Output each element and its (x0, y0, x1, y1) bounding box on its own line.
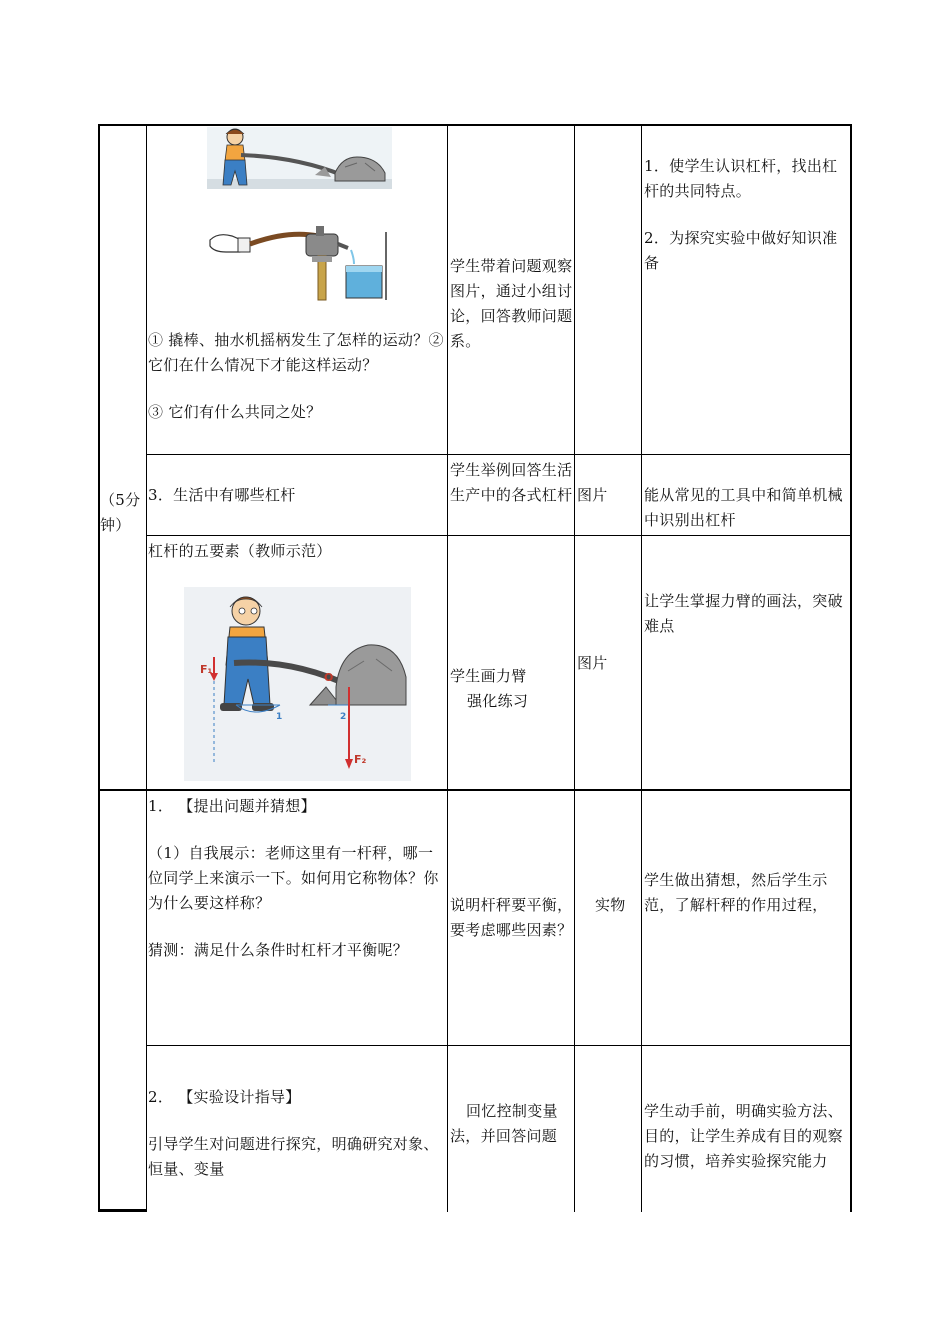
design-activity: 回忆控制变量法，并回答问题 (450, 1102, 558, 1145)
elements-intent: 让学生掌握力臂的画法，突破难点 (644, 592, 843, 635)
column-divider-3 (574, 124, 575, 1212)
guess-content (148, 794, 446, 963)
guess-activity: 说明杆秤要平衡，要考虑哪些因素？ (450, 896, 573, 939)
label-o: O (324, 671, 334, 684)
guess-intent: 学生做出猜想，然后学生示范，了解杆秤的作用过程， (644, 871, 828, 914)
intro-activity: 学生带着问题观察图片，通过小组讨论，回答教师问题系。 (450, 257, 573, 350)
design-intent: 学生动手前，明确实验方法、目的，让学生养成有目的观察的习惯，培养实验探究能力 (644, 1102, 843, 1170)
elements-media: 图片 (577, 654, 608, 672)
guess-heading: 1． 【提出问题并猜想】 (148, 797, 316, 815)
table-border-left (98, 124, 100, 1212)
life-media: 图片 (577, 486, 608, 504)
question-1: ① 撬棒、抽水机摇柄发生了怎样的运动？②它们在什么情况下才能这样运动？ (148, 331, 444, 374)
life-activity: 学生举例回答生活生产中的各式杠杆 (450, 461, 573, 504)
crowbar-figure (207, 127, 392, 189)
intent-2: 2．为探究实验中做好知识准备 (644, 229, 838, 272)
guess-paragraph-1: （1）自我展示：老师这里有一杆秤，哪一位同学上来演示一下。如何用它称物体？你为什么要这样称？ (148, 844, 439, 912)
column-divider-1 (146, 124, 147, 1212)
life-content: 3．生活中有哪些杠杆 (148, 486, 296, 504)
table-border-right (850, 124, 852, 1212)
design-content (148, 1085, 446, 1182)
intro-questions (148, 328, 448, 425)
elements-content: 杠杆的五要素（教师示范） (148, 542, 332, 560)
row-divider-1 (146, 454, 852, 455)
guess-paragraph-2: 猜测：满足什么条件时杠杆才平衡呢？ (148, 941, 409, 959)
label-l2: 2 (340, 712, 347, 722)
life-intent: 能从常见的工具中和简单机械中识别出杠杆 (644, 486, 843, 529)
lever-five-elements-figure (184, 587, 411, 781)
row-divider-2 (146, 535, 852, 536)
intent-1: 1．使学生认识杠杆，找出杠杆的共同特点。 (644, 157, 838, 200)
elements-activity-1: 学生画力臂 (450, 667, 527, 685)
design-paragraph: 引导学生对问题进行探究，明确研究对象、恒量、变量 (148, 1135, 439, 1178)
intro-intent (644, 154, 850, 276)
table-border-top (98, 124, 852, 126)
row-divider-4 (146, 1045, 852, 1046)
label-f2: F₂ (354, 753, 367, 766)
question-2: ③ 它们有什么共同之处？ (148, 403, 322, 421)
column-divider-4 (641, 124, 642, 1212)
label-f1: F₁ (200, 663, 213, 676)
design-heading: 2． 【实验设计指导】 (148, 1088, 301, 1106)
label-l1: 1 (276, 712, 283, 722)
pump-handle-figure (208, 222, 390, 302)
column-divider-2 (447, 124, 448, 1212)
time-label: （5分钟） (100, 491, 141, 534)
elements-activity (450, 664, 574, 714)
elements-activity-2: 强化练习 (467, 692, 529, 710)
table-border-bottom-left (98, 1209, 147, 1212)
guess-media: 实物 (595, 896, 626, 914)
row-divider-3 (98, 789, 852, 791)
